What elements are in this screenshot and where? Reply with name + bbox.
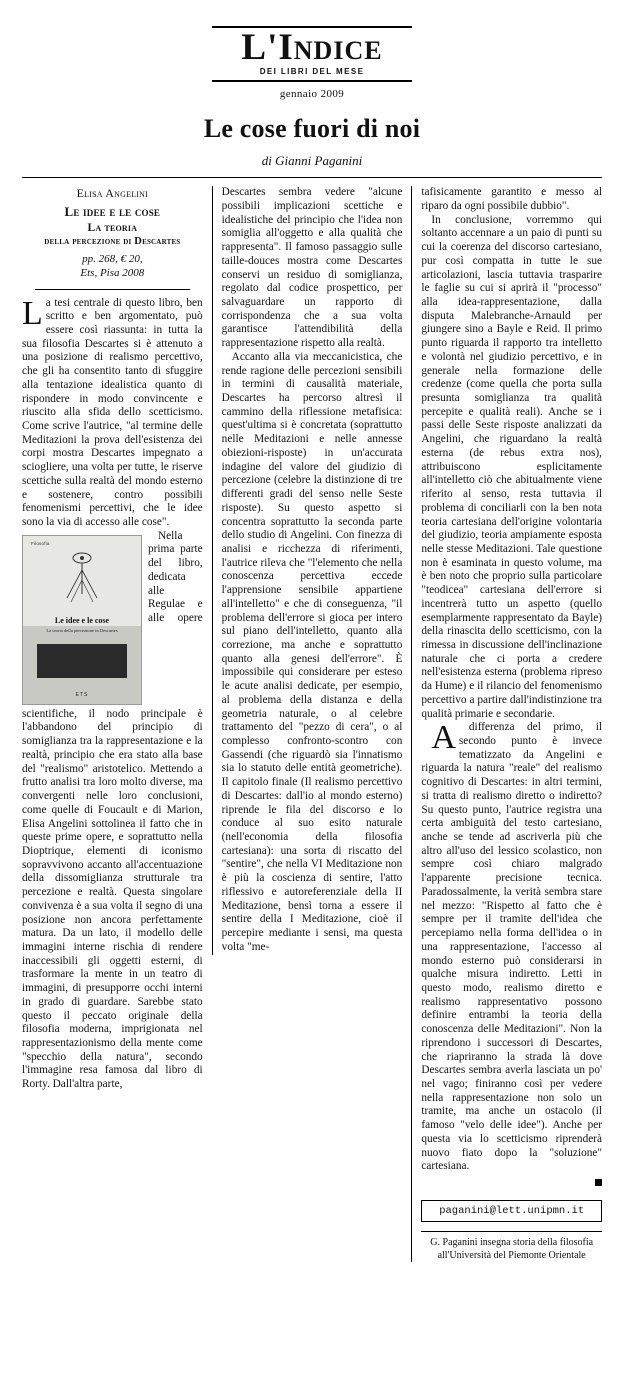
cover-black-band <box>37 644 127 678</box>
square-endmark-icon <box>595 1179 602 1186</box>
page-title: Le cose fuori di noi <box>203 114 421 144</box>
book-title: Le idee e le cose <box>64 204 161 220</box>
paragraph: La tesi centrale di questo libro, ben scritto e ben argomentato, può essere così riassunta: in tutta la sua filosofia Descartes si è attenuto a una posizione di realismo percettivo, che gli ha consentito tanto di sfuggire alla tentazione idealistica quanto di rispondere in modo convincente e riuscito alla sfida dello scetticismo. Come scrive l'autrice, "al termine delle Meditazioni la prova dell'esistenza dei corpi mostra Descartes impegnato a sciogliere, una volta per tutte, le riserve scettiche sulla realtà del mondo esterno e sostenere, contro possibili fenomenismi percettivi, che le idee sono la via di accesso alle cose". <box>22 294 203 528</box>
article-columns <box>22 186 602 1262</box>
paragraph: In conclusione, vorremmo qui soltanto accennare a un paio di punti su cui la coerenza del discorso cartesiano, pur così compatta in tutte le sue articolazioni, lascia tuttavia trasparire le faglie su cui si aprirà il "processo" alla idea-rappresentazione, dalla disputa Malebranche-Arnauld per giungere sino a Bayle e Reid. Il primo punto riguarda il rapporto tra intelletto e volontà nel giudizio percettivo, e in generale nella formazione delle credenze (come quella che porta sulla presunta somiglianza tra qualità percepite e qualità reali). Anche se i passi delle Seste risposte analizzati da Angelini, che riguardano la realtà esterna (de rebus extra nos), attribuiscono esplicitamente all'intelletto ciò che abitualmente viene riferito al senso, resta tuttavia il problema di conciliarli con la ben nota teoria cartesiana dell'origine volontaria del giudizio, teoria ampiamente esposta nelle stesse Meditazioni. Tale questione non è esaminata in questo volume, ma è ben noto che proprio sulla particolare "teodicea" cartesiana dell'errore si incentrerà tutto un aspetto (quello esemplarmente rappresentato da Bayle) della rinascita dello scetticismo, con la rimessa in discussione dell'inclinazione naturale che ci porta a credere nell'esistenza esterna (problema ripreso da Hume) e il rilancio del fenomenismo percettivo a partire dall'indistinzione tra qualità primarie e secondarie. <box>421 213 603 720</box>
author-bio <box>421 1231 602 1262</box>
column-three <box>411 186 602 1262</box>
book-publisher: Ets, Pisa 2008 <box>80 266 145 279</box>
article-byline: di Gianni Paganini <box>261 153 363 169</box>
cover-title: Le idee e le cose <box>54 615 110 625</box>
paragraph: Accanto alla via meccanicistica, che rende ragione delle percezioni sensibili in termini di causalità materiale, Descartes ha percorso altresì il cammino della riflessione metafisica: quest'ultima si è concretata (soprattutto nelle Meditazioni e nelle annesse obiezioni-risposte) in un'accurata indagine del valore del giudizio di percezione (celebre la distinzione di tre differenti gradi del senso nelle Seste risposte). Su questo aspetto si concentra soprattutto la seconda parte dello studio di Angelini. Con finezza di analisi e ricchezza di riferimenti, l'autrice rileva che "l'elemento che nella conoscenza percettiva eccede l'apprensione sensibile appartiene all'intelletto" e che di conseguenza, "il problema dell'errore si gioca per intero sul piano dell'intelletto, quanto alla correzione, ma anche e soprattutto quanto alla genesi dell'errore". È impossibile qui considerare per esteso le acute analisi dedicate, per esempio, al problema della distanza e della geometria naturale, o al celebre trattamento del "pezzo di cera", o al complesso confronto-scontro con Gassendi (che riguardò sia l'innatismo sia lo statuto delle entità geometriche). Il capitolo finale (Il realismo percettivo di Descartes: dall'io al mondo esterno) riprende le fila del discorso e lo conduce al suo esito naturale (nell'economia della filosofia cartesiana): una sorta di riscatto del "sentire", che nella VI Meditazione non è più la coscienza di sentire, l'atto riflessivo e autoreferenziale della II Meditazione, bensì torna a essere il sentire della I Meditazione, cioè il percepire mediante i sensi, ma questa volta "me- <box>221 350 403 953</box>
header-divider <box>22 177 602 178</box>
book-subtitle: La teoria <box>87 221 138 234</box>
book-record <box>22 186 203 280</box>
column-one <box>22 186 212 1092</box>
cover-subtitle: La teoria della percezione in Descartes <box>46 627 118 633</box>
end-of-article-mark <box>421 1176 602 1190</box>
paragraph: Adifferenza del primo, il secondo punto è invece tematizzato da Angelini e riguarda la natura "reale" del realismo cognitivo di Descartes: in altri termini, si tratta di realismo diretto o indiretto? Su questo punto, l'autrice registra una certa ambiguità del testo cartesiano, anche se tende ad ascriverla più che altro all'uso del lessico scolastico, non sempre così chiaro malgrado l'apparente precisione tecnica. Paradossalmente, la verità sembra stare nel mezzo: "Rispetto al fatto che è sempre per il tramite dell'idea che percepiamo nella forma dell'idea o in una rappresentazione, l'accesso al mondo esterno può considerarsi in qualche misura indiretto. Letti in questo modo, realismo diretto e realismo rappresentativo possono definire entrambi la teoria della conoscenza delle Meditazioni". Non la riprendono i successori di Descartes, che riapriranno la strada là dove Descartes sembra averla lasciata un po' nel vago; finiranno così per vedere nella rappresentazione non solo un tramite, ma anche un ostacolo (il famoso "velo delle idee"). Anche per questa via lo scetticismo riprenderà nuovo fiato dopo la "soluzione" cartesiana. <box>421 719 603 1173</box>
masthead <box>177 26 447 100</box>
author-email[interactable]: paganini@lett.unipmn.it <box>421 1200 602 1223</box>
paragraph: tafisicamente garantito e messo al riparo da ogni possibile dubbio". <box>421 186 603 212</box>
book-record-divider <box>35 289 190 290</box>
paragraph: Descartes sembra vedere "alcune possibili implicazioni scettiche e idealistiche del principio che l'idea non somiglia all'oggetto e alla qualità che rappresenta". Il famoso passaggio sulle taille-douces mostra come Descartes conservi un residuo di somiglianza, regolato dal codice prospettico, per salvaguardare un rapporto di corrispondenza che a sua volta garantisce l'attendibilità della rappresentazione rispetto alla realtà. <box>221 186 403 350</box>
book-cover-image <box>22 535 142 705</box>
book-pages-price: pp. 268, € 20, <box>82 253 143 265</box>
publication-tagline: DEI LIBRI DEL MESE <box>259 67 365 77</box>
cover-series-label: Filosofia <box>31 540 50 546</box>
book-subtitle-second: della percezione di Descartes <box>44 235 181 247</box>
paragraph: Nella prima parte del libro, dedicata alle Regulae e alle opere scientifiche, il nodo principale è l'abbandono del principio di somiglianza tra la rappresentazione e la realtà, principio che era stato alla base del "realismo" aristotelico. Mettendo a frutto analisi tra loro molto diverse, ma convergenti nelle loro conclusioni, come quelle di Foucault e di Marion, Elisa Angelini sottolinea il fatto che in queste prime opere, e soprattutto nella Dioptrique, elementi di iconismo sopravvivono accanto all'accentuazione della dissomiglianza strutturale tra percezione e realtà. Questa singolare convivenza è a sua volta il segno di una posizione non ancora perfettamente matura. Da un lato, il modello delle immagini interne rischia di rendere inaccessibili gli oggetti esterni, di trasformare la mente in un teatro di immagini, di presupporre occhi interni in grado di guardare. Sarebbe stato questo il peccato originale della filosofia moderna, imprigionata nel rappresentazionismo della mente come "specchio della natura", secondo l'immagine resa famosa dal libro di Rorty. Dall'altra parte, <box>22 529 203 1091</box>
author-bio-line-1: G. Paganini insegna storia della filosofia <box>430 1237 594 1249</box>
column-two <box>212 186 412 954</box>
cover-illustration-icon <box>59 550 105 608</box>
cover-publisher-brand: ETS <box>75 691 89 698</box>
author-bio-line-2: all'Università del Piemonte Orientale <box>437 1249 586 1261</box>
publication-logo <box>212 26 412 82</box>
book-cover <box>22 535 142 705</box>
publication-name: L'Indice <box>241 27 383 68</box>
issue-date: gennaio 2009 <box>279 88 345 101</box>
book-author: Elisa Angelini <box>76 186 149 201</box>
